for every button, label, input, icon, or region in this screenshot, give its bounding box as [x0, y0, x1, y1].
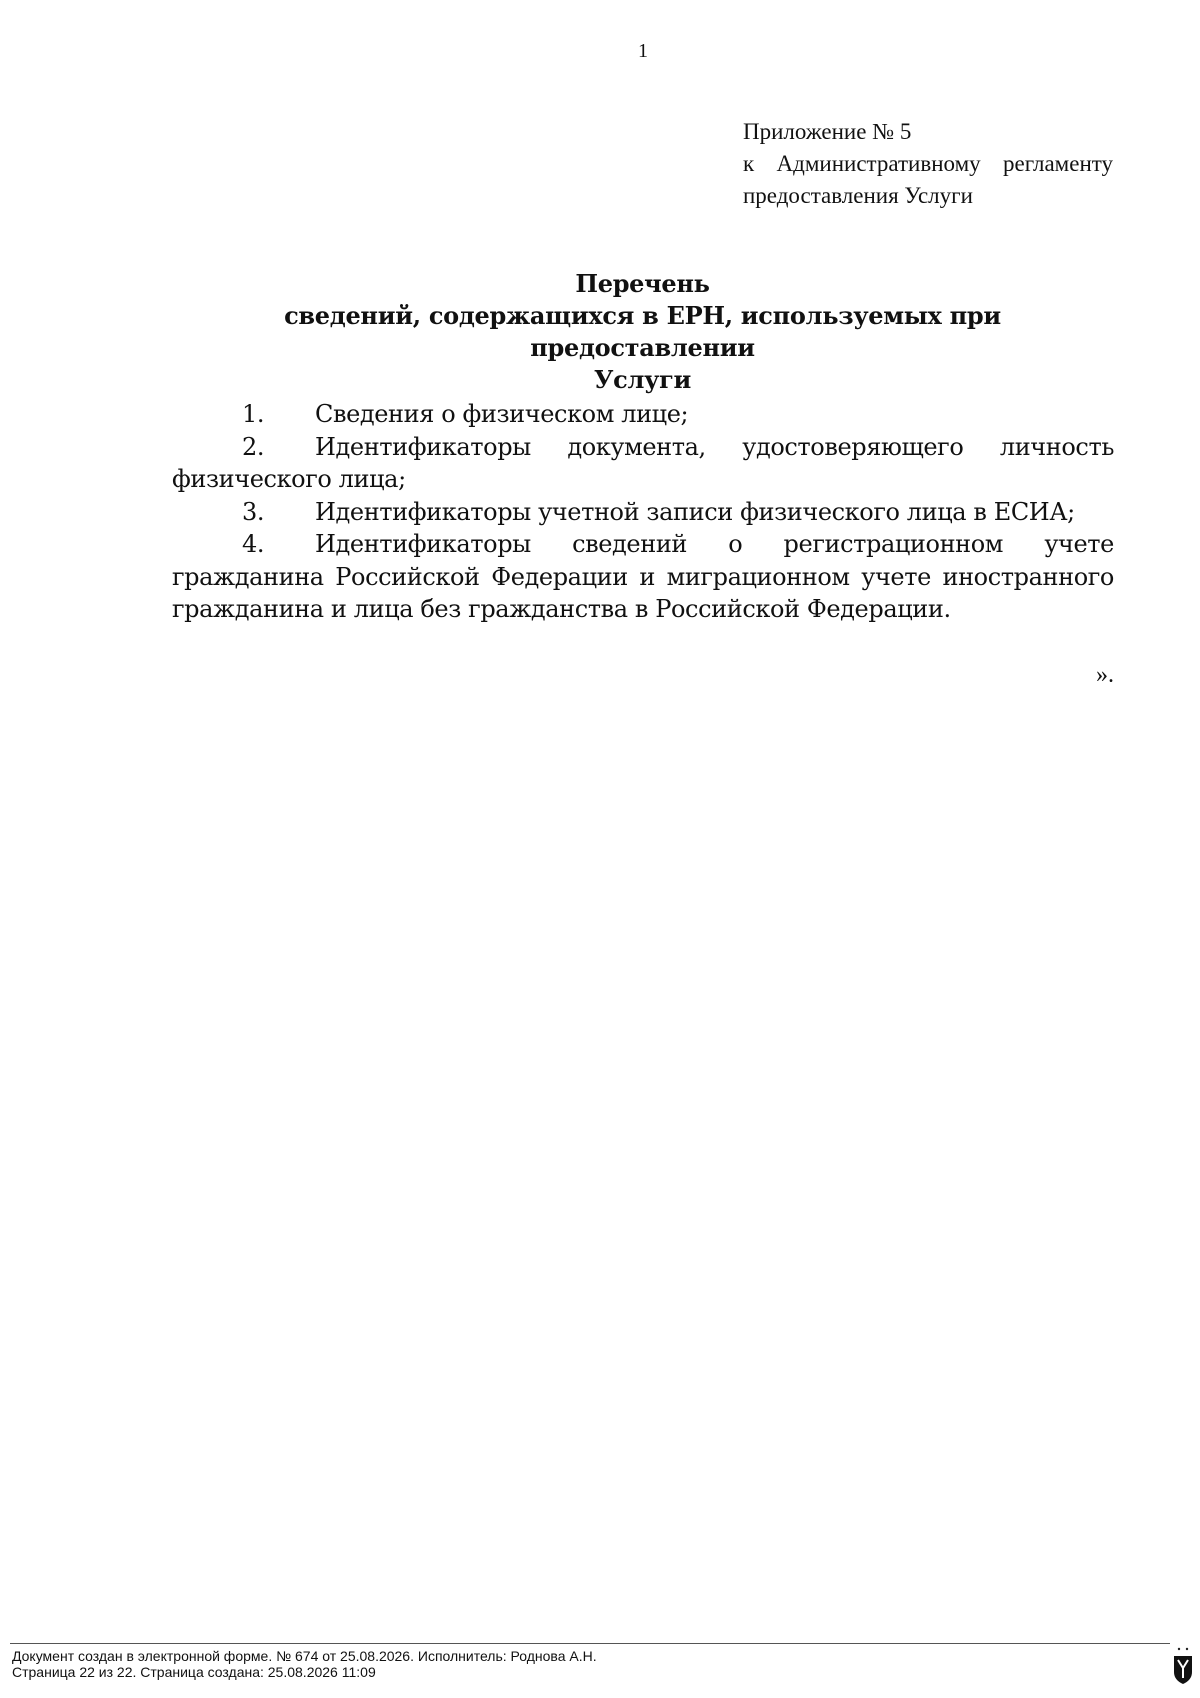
title-line-3: Услуги [593, 365, 692, 394]
list-item-number: 4. [242, 530, 265, 558]
appendix-header [743, 116, 1113, 212]
appendix-title: Приложение № 5 [743, 119, 912, 144]
document-title [170, 268, 1115, 396]
closing-quote: ». [1096, 662, 1114, 688]
list-item-number: 3. [242, 497, 265, 526]
page-number: 1 [638, 40, 648, 62]
list-item [172, 431, 1114, 496]
footer-divider [10, 1643, 1170, 1644]
list-item-text: Идентификаторы документа, удостоверяющего личность физического лица; [172, 432, 1114, 493]
title-line-2: сведений, содержащихся в ЕРН, используемых при предоставлении [284, 301, 1001, 362]
list-item-number: 1. [242, 400, 265, 428]
list-item [172, 398, 1114, 431]
information-list [172, 398, 1114, 626]
appendix-reference: к Административному регламенту [743, 151, 1113, 176]
list-item-text: Идентификаторы сведений о регистрационном учете гражданина Российской Федерации и миграционном учете иностранного гражданина и лица без гражданства в Российской Федерации. [172, 530, 1114, 623]
list-item-text: Идентификаторы учетной записи физического лица в ЕСИА; [315, 497, 1075, 526]
list-item-number: 2. [242, 432, 265, 461]
title-line-1: Перечень [575, 269, 710, 298]
list-item [172, 528, 1114, 626]
list-item [172, 496, 1114, 529]
appendix-subject: предоставления Услуги [743, 183, 973, 208]
document-footer [12, 1648, 597, 1680]
coat-of-arms-icon [1172, 1646, 1194, 1686]
footer-document-info: Документ создан в электронной форме. № 674 от 25.08.2026. Исполнитель: Роднова А.Н. [12, 1648, 597, 1664]
list-item-text: Сведения о физическом лице; [315, 400, 689, 428]
footer-page-info: Страница 22 из 22. Страница создана: 25.08.2026 11:09 [12, 1664, 376, 1680]
